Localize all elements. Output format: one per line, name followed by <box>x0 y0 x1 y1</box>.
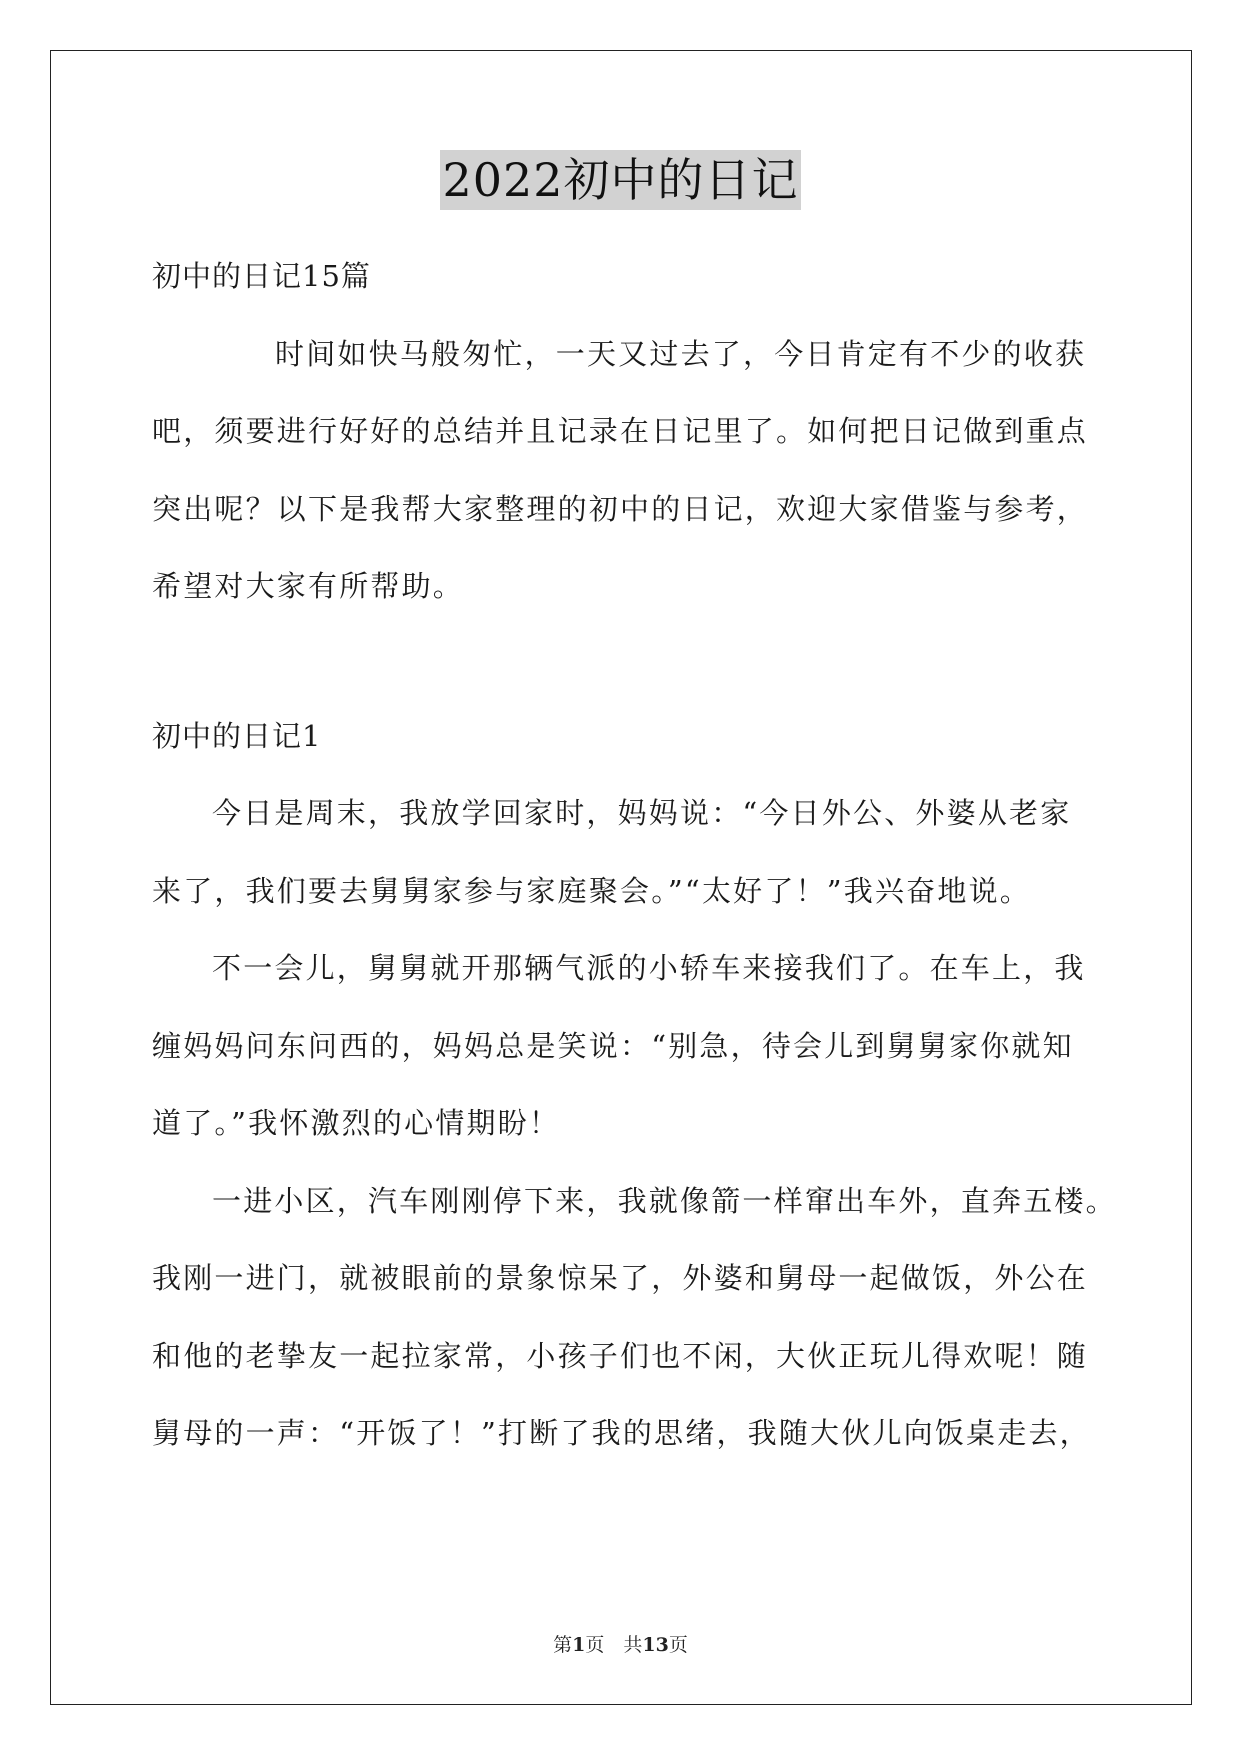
page-suffix: 页 <box>668 1634 688 1656</box>
page-footer <box>0 1630 1241 1657</box>
page-mid: 页 共 <box>585 1634 643 1656</box>
intro-line: 时间如快马般匆忙，一天又过去了，今日肯定有不少的收获 <box>275 336 1087 371</box>
title-container <box>0 150 1241 210</box>
body-line: 今日是周末，我放学回家时，妈妈说：“今日外公、外婆从老家 <box>212 796 1072 830</box>
intro-line: 突出呢？以下是我帮大家整理的初中的日记，欢迎大家借鉴与参考， <box>152 491 1089 526</box>
body-line: 舅母的一声：“开饭了！”打断了我的思绪，我随大伙儿向饭桌走去， <box>152 1416 1091 1450</box>
document-body <box>152 238 1117 1473</box>
body-line: 来了，我们要去舅舅家参与家庭聚会。”“太好了！”我兴奋地说。 <box>152 873 1031 908</box>
body-line: 我刚一进门，就被眼前的景象惊呆了，外婆和舅母一起做饭，外公在 <box>152 1261 1089 1295</box>
document-title: 2022初中的日记 <box>440 150 800 210</box>
section-heading: 初中的日记1 <box>152 718 322 753</box>
body-line: 道了。”我怀激烈的心情期盼！ <box>152 1106 561 1140</box>
body-line: 缠妈妈问东问西的，妈妈总是笑说：“别急，待会儿到舅舅家你就知 <box>152 1028 1074 1063</box>
paragraph-spacer <box>152 626 1092 698</box>
body-line: 不一会儿，舅舅就开那辆气派的小轿车来接我们了。在车上，我 <box>212 951 1086 985</box>
body-line: 一进小区，汽车刚刚停下来，我就像箭一样窜出车外，直奔五楼。 <box>212 1183 1117 1218</box>
intro-line: 吧，须要进行好好的总结并且记录在日记里了。如何把日记做到重点 <box>152 414 1089 448</box>
total-page-number: 13 <box>642 1634 669 1656</box>
current-page-number: 1 <box>572 1634 586 1656</box>
body-line: 和他的老挚友一起拉家常，小孩子们也不闲，大伙正玩儿得欢呢！随 <box>152 1338 1089 1373</box>
document-subtitle: 初中的日记15篇 <box>152 259 371 293</box>
intro-line: 希望对大家有所帮助。 <box>152 569 465 603</box>
page-prefix: 第 <box>553 1634 573 1656</box>
